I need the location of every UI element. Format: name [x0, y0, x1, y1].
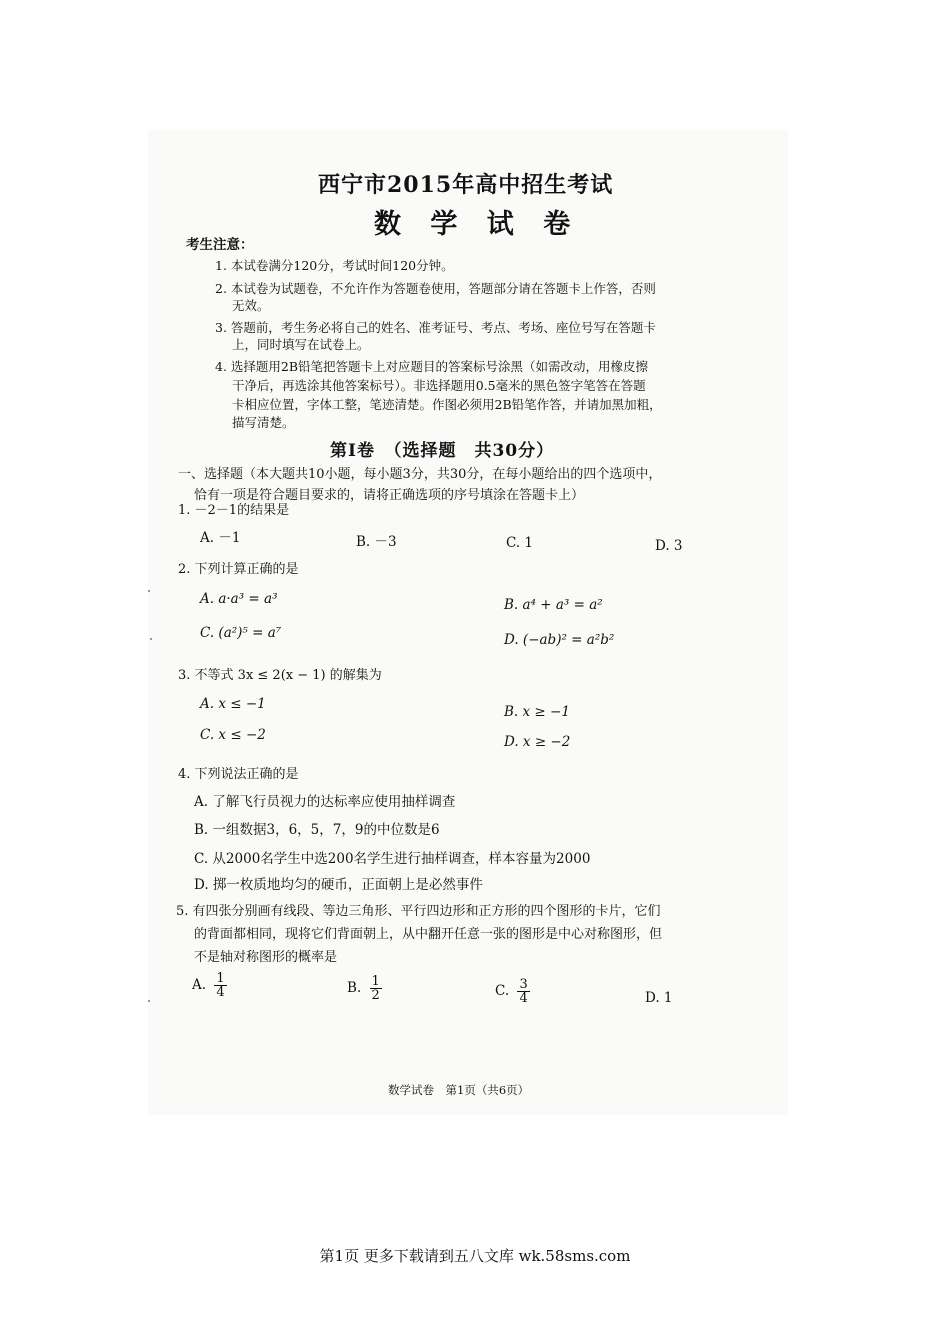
- fraction-numerator: 1: [371, 974, 380, 989]
- option-label: B.: [347, 980, 362, 996]
- notice-line: 3. 答题前，考生务必将自己的姓名、准考证号、考点、考场、座位号写在答题卡: [215, 320, 656, 335]
- scan-speck: [148, 1000, 150, 1002]
- question-5-option-d: D. 1: [645, 990, 673, 1006]
- question-2-option-c: C. (a²)⁵ = a⁷: [200, 625, 282, 641]
- fraction: [370, 975, 382, 1002]
- notice-line: 卡相应位置，字体工整，笔迹清楚。作图必须用2B铅笔作答，并请加黑加粗，: [232, 397, 662, 412]
- question-5-option-b: [347, 975, 382, 1002]
- question-4-option-d: D. 掷一枚质地均匀的硬币，正面朝上是必然事件: [194, 877, 483, 893]
- exam-subject: 数 学 试 卷: [374, 209, 581, 240]
- notice-line: 1. 本试卷满分120分，考试时间120分钟。: [215, 258, 454, 273]
- fraction-denominator: 2: [371, 988, 380, 1003]
- question-2-option-d: D. (−ab)² = a²b²: [504, 632, 615, 648]
- notice-line: 上，同时填写在试卷上。: [232, 337, 370, 352]
- question-3-stem: 3. 不等式 3x ≤ 2(x − 1) 的解集为: [178, 668, 382, 683]
- question-5-option-c: [495, 978, 530, 1005]
- question-1-option-c: C. 1: [506, 535, 534, 551]
- fraction-numerator: 1: [216, 971, 225, 986]
- question-1-option-a: A. －1: [200, 530, 241, 546]
- question-4-stem: 4. 下列说法正确的是: [178, 767, 299, 782]
- scan-speck: [150, 638, 152, 640]
- question-5-stem: 不是轴对称图形的概率是: [194, 950, 338, 965]
- option-label: C.: [495, 983, 510, 999]
- section-instruction: 恰有一项是符合题目要求的，请将正确选项的序号填涂在答题卡上）: [194, 488, 585, 503]
- question-3-option-a: A. x ≤ −1: [200, 696, 266, 712]
- fraction: [214, 972, 226, 999]
- question-2-option-b: B. a⁴ + a³ = a²: [504, 597, 603, 613]
- exam-title: 西宁市2015年高中招生考试: [318, 172, 614, 198]
- scan-speck: [148, 590, 150, 592]
- question-4-option-a: A. 了解飞行员视力的达标率应使用抽样调查: [194, 794, 456, 810]
- notice-heading: 考生注意：: [186, 237, 254, 253]
- notice-line: 4. 选择题用2B铅笔把答题卡上对应题目的答案标号涂黑（如需改动，用橡皮擦: [215, 359, 649, 374]
- question-5-stem: 的背面都相同，现将它们背面朝上，从中翻开任意一张的图形是中心对称图形，但: [194, 927, 663, 942]
- question-1-option-b: B. －3: [356, 534, 397, 550]
- notice-line: 干净后，再选涂其他答案标号）。非选择题用0.5毫米的黑色签字笔答在答题: [232, 378, 646, 393]
- question-3-option-d: D. x ≥ −2: [504, 734, 571, 750]
- question-1-stem: 1. －2－1的结果是: [178, 503, 290, 518]
- question-5-option-a: [192, 972, 227, 999]
- question-2-option-a: A. a·a³ = a³: [200, 591, 278, 607]
- question-4-option-b: B. 一组数据3，6，5，7，9的中位数是6: [194, 822, 440, 838]
- question-2-stem: 2. 下列计算正确的是: [178, 562, 299, 577]
- fraction: [517, 978, 529, 1005]
- section-title: 第Ⅰ卷 （选择题 共30分）: [330, 441, 555, 461]
- notice-line: 无效。: [232, 298, 270, 313]
- page-footer: 数学试卷 第1页（共6页）: [388, 1083, 530, 1097]
- question-3-option-b: B. x ≥ −1: [504, 704, 570, 720]
- fraction-denominator: 4: [216, 985, 225, 1000]
- notice-line: 描写清楚。: [232, 415, 295, 430]
- scanned-page: [148, 130, 788, 1115]
- question-5-stem: 5. 有四张分别画有线段、等边三角形、平行四边形和正方形的四个图形的卡片，它们: [176, 904, 661, 919]
- section-instruction: 一、选择题（本大题共10小题，每小题3分，共30分，在每小题给出的四个选项中，: [178, 467, 662, 482]
- download-footer: 第1页 更多下载请到五八文库 wk.58sms.com: [319, 1247, 631, 1265]
- fraction-denominator: 4: [519, 991, 528, 1006]
- fraction-numerator: 3: [519, 977, 528, 992]
- question-1-option-d: D. 3: [655, 538, 683, 554]
- question-3-option-c: C. x ≤ −2: [200, 727, 266, 743]
- question-4-option-c: C. 从2000名学生中选200名学生进行抽样调查，样本容量为2000: [194, 851, 591, 867]
- notice-line: 2. 本试卷为试题卷，不允许作为答题卷使用，答题部分请在答题卡上作答，否则: [215, 281, 656, 296]
- option-label: A.: [192, 977, 207, 993]
